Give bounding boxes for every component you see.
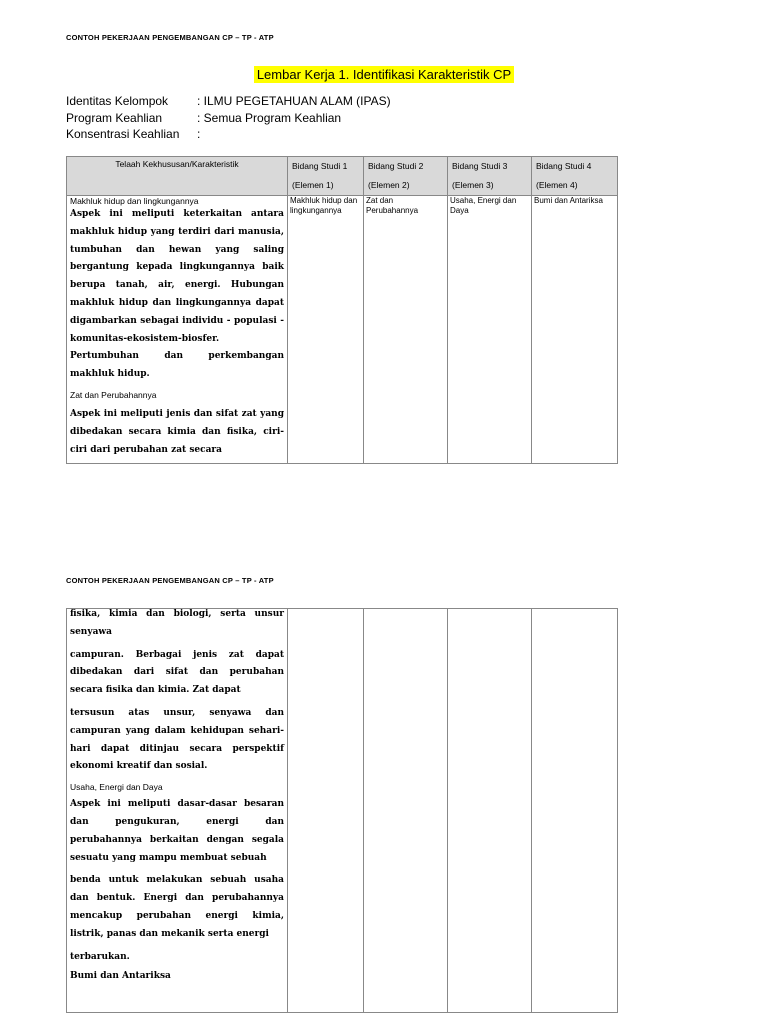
header-field-1 [288,157,364,196]
field-title: Bidang Studi 1 [292,161,348,171]
empty-cell [532,609,618,1013]
field-title: Bidang Studi 2 [368,161,424,171]
empty-cell [448,609,532,1013]
subsection-label: Bumi dan Antariksa [70,971,171,982]
field-cell-3: Usaha, Energi dan Daya [448,196,532,464]
paragraph: Aspek ini meliputi jenis dan sifat zat yang dibedakan secara kimia dan fisika, ciri-ciri dari perubahan zat secara [70,408,284,455]
identity-row-program [66,110,391,127]
field-sub: (Elemen 4) [536,180,578,190]
paragraph: benda untuk melakukan sebuah usaha dan bentuk. Energi dan perubahannya mencakup perubahan energi kimia, listrik, panas dan mekanik serta energi [70,875,284,939]
table-row [67,196,618,464]
identity-row-group [66,93,391,110]
paragraph: Aspek ini meliputi keterkaitan antara makhluk hidup yang terdiri dari manusia, tumbuhan dan hewan yang saling bergantung kepada lingkungannya baik berupa tanah, air, energi. Hubungan makhluk hidup dan lingkungannya dapat digambarkan sebagai individu - populasi - komunitas-ekosistem-biosfer. Pertumbuhan dan perkembangan makhluk hidup. [70,209,284,380]
document-header: CONTOH PEKERJAAN PENGEMBANGAN CP – TP - ATP [66,33,274,42]
paragraph: Aspek ini meliputi dasar-dasar besaran dan pengukuran, energi dan perubahannya berkaitan dengan segala sesuatu yang mampu membuat sebuah [70,799,284,863]
characteristics-table-page1 [66,156,618,464]
field-sub: (Elemen 3) [452,180,494,190]
table-row [67,609,618,1013]
subsection-label: Makhluk hidup dan lingkungannya [70,196,199,206]
paragraph: tersusun atas unsur, senyawa dan campuran yang dalam kehidupan sehari-hari dapat ditinjau secara perspektif ekonomi kreatif dan sosial. [70,707,284,772]
field-cell-2: Zat dan Perubahannya [364,196,448,464]
worksheet-title: Lembar Kerja 1. Identifikasi Karakteristik CP [254,66,514,83]
header-characteristics: Telaah Kekhususan/Karakteristik [67,157,288,196]
paragraph: campuran. Berbagai jenis zat dapat dibedakan dari sifat dan perubahan secara fisika dan kimia. Zat dapat [70,649,284,696]
table-header-row [67,157,618,196]
paragraph: terbarukan. [70,951,130,962]
identity-block [66,93,391,143]
empty-cell [364,609,448,1013]
empty-cell [288,609,364,1013]
document-header: CONTOH PEKERJAAN PENGEMBANGAN CP – TP - ATP [66,576,274,585]
identity-label: Konsentrasi Keahlian [66,127,180,141]
identity-label: Identitas Kelompok [66,94,169,108]
characteristics-cell [67,196,288,464]
field-cell-1: Makhluk hidup dan lingkungannya [288,196,364,464]
field-cell-4: Bumi dan Antariksa [532,196,618,464]
identity-value: : Semua Program Keahlian [197,110,342,125]
characteristics-cell [67,609,288,1013]
identity-value: : ILMU PEGETAHUAN ALAM (IPAS) [197,94,391,108]
subsection-label: Zat dan Perubahannya [70,389,157,400]
characteristics-table-page2 [66,608,618,1013]
field-title: Bidang Studi 3 [452,161,508,171]
characteristics-content [67,196,287,463]
title-container [0,66,768,84]
identity-row-concentration [66,126,391,143]
header-field-4 [532,157,618,196]
header-field-2 [364,157,448,196]
field-title: Bidang Studi 4 [536,161,592,171]
field-sub: (Elemen 1) [292,180,334,190]
paragraph: fisika, kimia dan biologi, serta unsur senyawa [70,609,284,637]
subsection-label: Usaha, Energi dan Daya [70,782,163,793]
field-sub: (Elemen 2) [368,180,410,190]
characteristics-content [67,609,287,1012]
identity-label: Program Keahlian [66,110,163,125]
header-field-3 [448,157,532,196]
identity-value: : [197,127,201,141]
